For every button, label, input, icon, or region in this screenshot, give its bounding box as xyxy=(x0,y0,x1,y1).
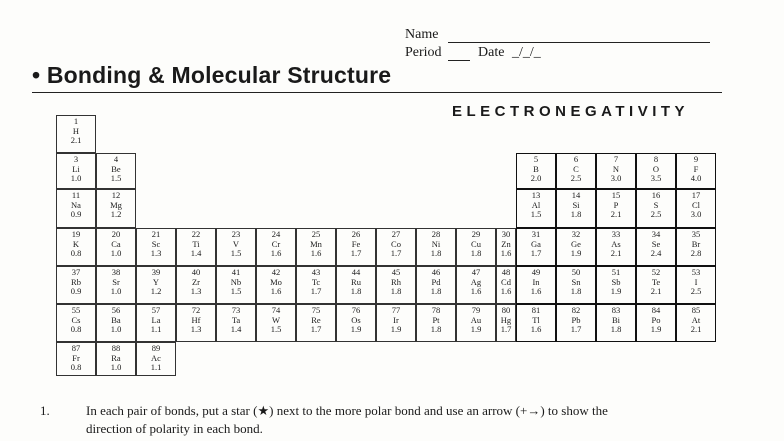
element-symbol: At xyxy=(691,314,701,325)
electronegativity-value: 1.8 xyxy=(610,324,622,335)
electronegativity-value: 2.1 xyxy=(610,209,622,220)
element-symbol: Zr xyxy=(191,276,201,287)
electronegativity-value: 1.6 xyxy=(500,286,512,297)
element-cell xyxy=(256,228,296,266)
element-cell xyxy=(96,342,136,376)
element-cell xyxy=(636,189,676,228)
element-cell xyxy=(216,304,256,342)
element-cell xyxy=(216,266,256,304)
electronegativity-value: 1.4 xyxy=(230,324,242,335)
element-cell xyxy=(376,266,416,304)
atomic-number: 38 xyxy=(111,267,121,277)
element-cell xyxy=(136,266,176,304)
electronegativity-value: 2.1 xyxy=(650,286,662,297)
element-symbol: Ta xyxy=(231,314,241,325)
atomic-number: 12 xyxy=(111,190,121,200)
element-symbol: Te xyxy=(651,276,661,287)
name-field[interactable] xyxy=(448,42,710,43)
atomic-number: 32 xyxy=(571,229,581,239)
atomic-number: 77 xyxy=(391,305,401,315)
electronegativity-value: 2.5 xyxy=(570,173,582,184)
element-cell xyxy=(56,189,96,228)
element-symbol: Rh xyxy=(391,276,401,287)
element-cell xyxy=(56,304,96,342)
element-cell xyxy=(556,266,596,304)
electronegativity-value: 1.4 xyxy=(190,248,202,259)
element-cell xyxy=(96,228,136,266)
electronegativity-value: 1.3 xyxy=(150,248,162,259)
element-cell xyxy=(496,304,516,342)
element-symbol: Cu xyxy=(471,238,481,249)
electronegativity-value: 1.5 xyxy=(270,324,282,335)
atomic-number: 16 xyxy=(651,190,661,200)
electronegativity-value: 1.6 xyxy=(270,286,282,297)
atomic-number: 37 xyxy=(71,267,81,277)
title-divider xyxy=(32,92,722,93)
electronegativity-value: 1.9 xyxy=(570,248,582,259)
atomic-number: 26 xyxy=(351,229,361,239)
element-cell xyxy=(456,228,496,266)
atomic-number: 80 xyxy=(501,305,511,315)
element-symbol: Ac xyxy=(151,352,161,363)
element-cell xyxy=(676,228,716,266)
element-symbol: I xyxy=(694,276,698,287)
electronegativity-value: 1.3 xyxy=(190,286,202,297)
element-symbol: Co xyxy=(391,238,401,249)
element-cell xyxy=(516,304,556,342)
element-cell xyxy=(176,304,216,342)
element-symbol: Cr xyxy=(271,238,281,249)
atomic-number: 17 xyxy=(691,190,701,200)
electronegativity-value: 1.6 xyxy=(270,248,282,259)
element-cell xyxy=(676,304,716,342)
atomic-number: 84 xyxy=(651,305,661,315)
element-cell xyxy=(176,228,216,266)
atomic-number: 45 xyxy=(391,267,401,277)
element-cell xyxy=(556,228,596,266)
electronegativity-value: 1.6 xyxy=(530,324,542,335)
element-cell xyxy=(96,153,136,189)
element-cell xyxy=(676,153,716,189)
electronegativity-value: 1.8 xyxy=(430,286,442,297)
atomic-number: 55 xyxy=(71,305,81,315)
atomic-number: 25 xyxy=(311,229,321,239)
element-symbol: Si xyxy=(572,199,580,210)
atomic-number: 1 xyxy=(73,116,79,126)
element-cell xyxy=(516,189,556,228)
electronegativity-value: 1.9 xyxy=(650,324,662,335)
electronegativity-value: 4.0 xyxy=(690,173,702,184)
atomic-number: 22 xyxy=(191,229,201,239)
element-symbol: Pd xyxy=(431,276,441,287)
element-symbol: V xyxy=(232,238,240,249)
atomic-number: 53 xyxy=(691,267,701,277)
electronegativity-value: 1.5 xyxy=(230,286,242,297)
element-symbol: Os xyxy=(351,314,361,325)
element-symbol: N xyxy=(612,163,620,174)
electronegativity-value: 0.8 xyxy=(70,248,82,259)
element-symbol: Hf xyxy=(191,314,201,325)
element-symbol: Au xyxy=(470,314,482,325)
atomic-number: 14 xyxy=(571,190,581,200)
electronegativity-value: 1.7 xyxy=(500,324,512,335)
element-symbol: Sb xyxy=(611,276,621,287)
element-symbol: Be xyxy=(111,163,121,174)
atomic-number: 8 xyxy=(653,154,659,164)
element-symbol: P xyxy=(613,199,619,210)
electronegativity-value: 1.5 xyxy=(110,173,122,184)
electronegativity-value: 1.8 xyxy=(430,248,442,259)
electronegativity-value: 3.0 xyxy=(610,173,622,184)
electronegativity-value: 1.1 xyxy=(150,362,162,373)
electronegativity-value: 2.0 xyxy=(530,173,542,184)
date-label: Date xyxy=(478,45,505,60)
element-symbol: Cl xyxy=(691,199,701,210)
electronegativity-value: 1.7 xyxy=(310,286,322,297)
element-symbol: Fe xyxy=(351,238,361,249)
element-symbol: Cd xyxy=(501,276,511,287)
element-cell xyxy=(96,266,136,304)
electronegativity-value: 1.2 xyxy=(110,209,122,220)
electronegativity-value: 1.0 xyxy=(110,362,122,373)
element-symbol: Mn xyxy=(310,238,322,249)
element-symbol: Sc xyxy=(151,238,161,249)
electronegativity-value: 1.6 xyxy=(470,286,482,297)
date-field[interactable]: _/_/_ xyxy=(512,45,541,60)
electronegativity-value: 1.8 xyxy=(390,286,402,297)
element-cell xyxy=(296,266,336,304)
element-symbol: Nb xyxy=(230,276,242,287)
atomic-number: 72 xyxy=(191,305,201,315)
electronegativity-value: 0.8 xyxy=(70,362,82,373)
atomic-number: 74 xyxy=(271,305,281,315)
element-cell xyxy=(336,266,376,304)
electronegativity-value: 0.9 xyxy=(70,286,82,297)
electronegativity-value: 0.9 xyxy=(70,209,82,220)
atomic-number: 79 xyxy=(471,305,481,315)
atomic-number: 9 xyxy=(693,154,699,164)
element-cell xyxy=(496,228,516,266)
element-cell xyxy=(296,304,336,342)
electronegativity-value: 3.0 xyxy=(690,209,702,220)
element-symbol: Po xyxy=(651,314,661,325)
element-symbol: Br xyxy=(691,238,701,249)
atomic-number: 48 xyxy=(501,267,511,277)
element-symbol: Mg xyxy=(110,199,122,210)
element-cell xyxy=(96,304,136,342)
element-cell xyxy=(596,304,636,342)
electronegativity-value: 1.9 xyxy=(610,286,622,297)
atomic-number: 35 xyxy=(691,229,701,239)
electronegativity-value: 1.6 xyxy=(310,248,322,259)
atomic-number: 85 xyxy=(691,305,701,315)
element-cell xyxy=(556,189,596,228)
atomic-number: 27 xyxy=(391,229,401,239)
atomic-number: 4 xyxy=(113,154,119,164)
electronegativity-value: 1.7 xyxy=(310,324,322,335)
element-symbol: K xyxy=(72,238,80,249)
element-symbol: S xyxy=(653,199,659,210)
element-cell xyxy=(636,153,676,189)
element-cell xyxy=(56,342,96,376)
element-cell xyxy=(636,304,676,342)
electronegativity-value: 2.1 xyxy=(690,324,702,335)
atomic-number: 41 xyxy=(231,267,241,277)
element-symbol: Zn xyxy=(501,238,511,249)
element-symbol: Se xyxy=(651,238,661,249)
element-symbol: Cs xyxy=(71,314,81,325)
atomic-number: 11 xyxy=(71,190,81,200)
element-symbol: Hg xyxy=(500,314,512,325)
electronegativity-value: 1.0 xyxy=(110,286,122,297)
atomic-number: 29 xyxy=(471,229,481,239)
element-symbol: Ag xyxy=(470,276,482,287)
electronegativity-value: 2.8 xyxy=(690,248,702,259)
page-title: • Bonding & Molecular Structure xyxy=(32,62,392,88)
atomic-number: 31 xyxy=(531,229,541,239)
element-symbol: F xyxy=(693,163,699,174)
question-text-line-1: In each pair of bonds, put a star (★) next to the more polar bond and use an arrow (+→) to show the xyxy=(86,403,608,418)
electronegativity-value: 1.2 xyxy=(150,286,162,297)
element-cell xyxy=(516,228,556,266)
electronegativity-value: 1.7 xyxy=(570,324,582,335)
electronegativity-value: 1.5 xyxy=(230,248,242,259)
element-cell xyxy=(416,266,456,304)
atomic-number: 87 xyxy=(71,343,81,353)
atomic-number: 19 xyxy=(71,229,81,239)
element-cell xyxy=(336,304,376,342)
section-heading: ELECTRONEGATIVITY xyxy=(452,103,690,120)
element-cell xyxy=(56,153,96,189)
atomic-number: 33 xyxy=(611,229,621,239)
element-cell xyxy=(96,189,136,228)
electronegativity-value: 1.8 xyxy=(570,209,582,220)
atomic-number: 40 xyxy=(191,267,201,277)
element-cell xyxy=(416,228,456,266)
element-cell xyxy=(456,304,496,342)
atomic-number: 43 xyxy=(311,267,321,277)
element-symbol: Al xyxy=(531,199,541,210)
electronegativity-value: 1.7 xyxy=(350,248,362,259)
element-cell xyxy=(636,228,676,266)
atomic-number: 78 xyxy=(431,305,441,315)
element-symbol: Sr xyxy=(112,276,120,287)
electronegativity-value: 1.8 xyxy=(470,248,482,259)
electronegativity-value: 1.6 xyxy=(500,248,512,259)
electronegativity-value: 2.4 xyxy=(650,248,662,259)
element-cell xyxy=(596,228,636,266)
element-symbol: Re xyxy=(311,314,321,325)
element-symbol: La xyxy=(151,314,161,325)
atomic-number: 73 xyxy=(231,305,241,315)
atomic-number: 82 xyxy=(571,305,581,315)
element-symbol: Bi xyxy=(611,314,621,325)
element-cell xyxy=(56,266,96,304)
electronegativity-value: 0.8 xyxy=(70,324,82,335)
atomic-number: 88 xyxy=(111,343,121,353)
electronegativity-value: 1.6 xyxy=(530,286,542,297)
atomic-number: 7 xyxy=(613,154,619,164)
atomic-number: 28 xyxy=(431,229,441,239)
electronegativity-value: 1.9 xyxy=(390,324,402,335)
element-symbol: Ni xyxy=(431,238,441,249)
name-label: Name xyxy=(405,27,439,42)
element-symbol: Ti xyxy=(192,238,200,249)
electronegativity-value: 1.7 xyxy=(530,248,542,259)
element-cell xyxy=(256,304,296,342)
element-cell xyxy=(636,266,676,304)
atomic-number: 30 xyxy=(501,229,511,239)
element-symbol: B xyxy=(533,163,539,174)
atomic-number: 89 xyxy=(151,343,161,353)
element-cell xyxy=(416,304,456,342)
atomic-number: 83 xyxy=(611,305,621,315)
element-cell xyxy=(496,266,516,304)
atomic-number: 47 xyxy=(471,267,481,277)
element-cell xyxy=(676,189,716,228)
element-cell xyxy=(336,228,376,266)
element-symbol: Mo xyxy=(270,276,282,287)
element-symbol: Ga xyxy=(531,238,541,249)
element-cell xyxy=(136,304,176,342)
element-symbol: C xyxy=(573,163,579,174)
atomic-number: 56 xyxy=(111,305,121,315)
element-symbol: Ba xyxy=(111,314,121,325)
element-cell xyxy=(56,115,96,153)
element-cell xyxy=(456,266,496,304)
atomic-number: 51 xyxy=(611,267,621,277)
atomic-number: 39 xyxy=(151,267,161,277)
electronegativity-value: 1.1 xyxy=(150,324,162,335)
element-cell xyxy=(556,304,596,342)
element-symbol: Fr xyxy=(72,352,80,363)
atomic-number: 46 xyxy=(431,267,441,277)
question-text-line-2: direction of polarity in each bond. xyxy=(86,421,263,436)
element-symbol: Y xyxy=(152,276,160,287)
electronegativity-value: 2.5 xyxy=(690,286,702,297)
element-symbol: Li xyxy=(72,163,80,174)
element-symbol: As xyxy=(611,238,621,249)
element-cell xyxy=(56,228,96,266)
element-symbol: In xyxy=(532,276,540,287)
electronegativity-value: 1.5 xyxy=(530,209,542,220)
element-cell xyxy=(556,153,596,189)
electronegativity-value: 1.0 xyxy=(110,248,122,259)
atomic-number: 52 xyxy=(651,267,661,277)
atomic-number: 23 xyxy=(231,229,241,239)
element-symbol: Rb xyxy=(71,276,81,287)
period-field[interactable] xyxy=(448,60,470,61)
electronegativity-value: 1.8 xyxy=(570,286,582,297)
element-symbol: Tl xyxy=(532,314,540,325)
electronegativity-value: 1.8 xyxy=(430,324,442,335)
element-cell xyxy=(516,266,556,304)
element-cell xyxy=(376,228,416,266)
atomic-number: 5 xyxy=(533,154,539,164)
atomic-number: 76 xyxy=(351,305,361,315)
element-symbol: O xyxy=(652,163,660,174)
element-cell xyxy=(516,153,556,189)
element-symbol: Ru xyxy=(351,276,361,287)
question-number: 1. xyxy=(40,403,50,418)
element-cell xyxy=(596,189,636,228)
electronegativity-value: 1.9 xyxy=(350,324,362,335)
electronegativity-value: 1.0 xyxy=(70,173,82,184)
element-symbol: Sn xyxy=(571,276,581,287)
electronegativity-value: 1.9 xyxy=(470,324,482,335)
element-symbol: Ra xyxy=(111,352,121,363)
atomic-number: 20 xyxy=(111,229,121,239)
atomic-number: 50 xyxy=(571,267,581,277)
atomic-number: 81 xyxy=(531,305,541,315)
atomic-number: 21 xyxy=(151,229,161,239)
element-cell xyxy=(136,228,176,266)
atomic-number: 49 xyxy=(531,267,541,277)
element-cell xyxy=(676,266,716,304)
period-label: Period xyxy=(405,45,442,60)
element-symbol: Pt xyxy=(432,314,440,325)
element-symbol: H xyxy=(72,125,80,136)
element-symbol: Ir xyxy=(393,314,399,325)
element-cell xyxy=(296,228,336,266)
electronegativity-value: 2.1 xyxy=(70,135,82,146)
electronegativity-value: 1.8 xyxy=(350,286,362,297)
electronegativity-value: 1.0 xyxy=(110,324,122,335)
electronegativity-value: 3.5 xyxy=(650,173,662,184)
element-cell xyxy=(376,304,416,342)
element-symbol: Ge xyxy=(571,238,581,249)
electronegativity-value: 1.3 xyxy=(190,324,202,335)
atomic-number: 15 xyxy=(611,190,621,200)
atomic-number: 42 xyxy=(271,267,281,277)
element-cell xyxy=(176,266,216,304)
atomic-number: 57 xyxy=(151,305,161,315)
electronegativity-value: 2.1 xyxy=(610,248,622,259)
element-symbol: Na xyxy=(71,199,81,210)
element-symbol: Pb xyxy=(571,314,581,325)
element-cell xyxy=(216,228,256,266)
atomic-number: 44 xyxy=(351,267,361,277)
element-symbol: W xyxy=(271,314,281,325)
atomic-number: 75 xyxy=(311,305,321,315)
electronegativity-value: 1.7 xyxy=(390,248,402,259)
atomic-number: 24 xyxy=(271,229,281,239)
element-symbol: Ca xyxy=(111,238,121,249)
atomic-number: 6 xyxy=(573,154,579,164)
element-cell xyxy=(256,266,296,304)
element-cell xyxy=(596,153,636,189)
atomic-number: 13 xyxy=(531,190,541,200)
atomic-number: 3 xyxy=(73,154,79,164)
element-cell xyxy=(136,342,176,376)
element-symbol: Tc xyxy=(311,276,321,287)
element-cell xyxy=(596,266,636,304)
atomic-number: 34 xyxy=(651,229,661,239)
electronegativity-value: 2.5 xyxy=(650,209,662,220)
